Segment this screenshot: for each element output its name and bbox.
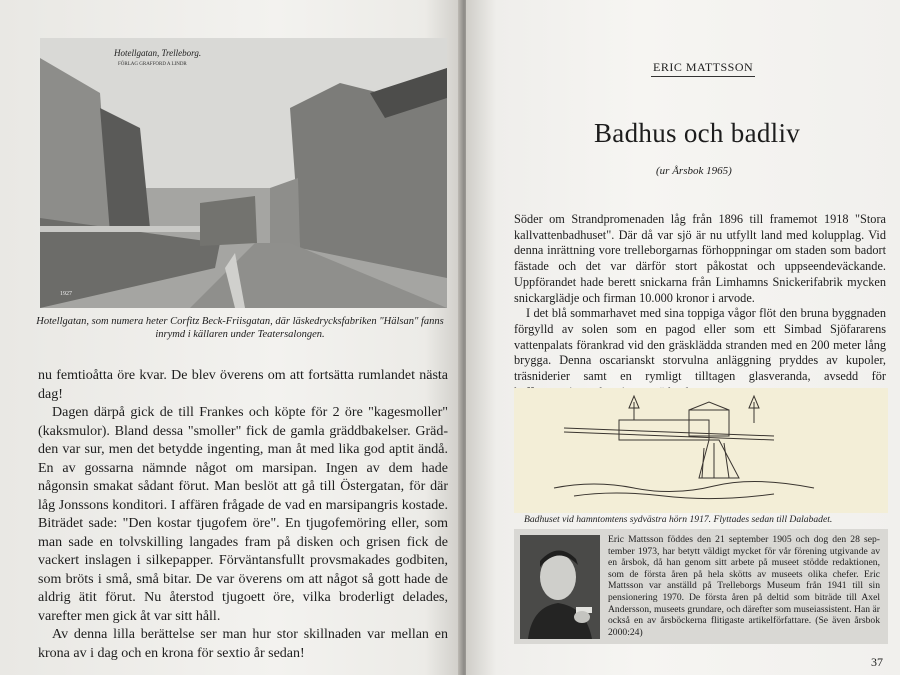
article-title: Badhus och badliv [594,118,801,148]
paragraph: I det blå sommarhavet med sina toppiga vågor flöt den bruna byggnaden förgylld av solen som en pagod eller som ett Simbad Sjöfararens vattenpalats förankrad vid den gräsklädda stranden med en 200 meter lång brygga. Denna oscarianskt storvulna anläggning pryddes av kupoler, träsniderier samt en rymligt tilltagen glasveranda, avsedd för [514,306,886,384]
paragraph: Dagen därpå gick de till Frankes och köpte för 2 öre "kagesmoller" (kaksmulor). Bland dessa "smoller" fick de gamla gräddbakelser. Grädden var sur, men det betydde ingenting, man åt med lika god aptit ändå. En av gossarna nämnde något om marsipan. Ingen av dem hade någonsin smakat sådant förut. Man beslöt att gå till Östergatan, för där låg Jonssons konditori. I affären frågade de vad en marsipangris kostade. Biträdet sade: "Den kostar tjugofem öre". En tjugofemöring eller, som man sade en tolvskilling langades fram på disken och grisen fick de vackert inslagen i silkepapper. Förväntansfullt provsmakades godbiten, som bröts i små, små bitar. De var överens om att något så gott hade de aldrig ätit förut. Nu återstod tjugoett öre, vilka broderligt delades, varefter men gick åt var sitt håll. [38,405,448,624]
article-subtitle: (ur Årsbok 1965) [656,165,732,177]
street-photo [40,38,447,308]
left-body-text [38,367,448,663]
right-page [466,0,900,675]
paragraph: Söder om Strandpromenaden låg från 1896 till framemot 1918 "Stora kallvattenbadhuset". Där då var sjö är nu utfyllt land med kolupplag. Vid denna inrättning vore trelleborgarnas förhoppningar om staden som badort fästade och det var därför stort påkostat och uppseendeväckande. Uppförandet hade berett snickarna från Limhamns Snickerifabrik mycken snickarglädje och firman 10.000 kronor i arvode. [514,212,886,305]
paragraph: Av denna lilla berättelse ser man hur stor skillnaden var mellan en krona av i dag och en krona för sextio år sedan! [38,627,448,661]
bathhouse-sketch [514,388,888,513]
author-bio-box [514,529,888,644]
author-portrait [520,535,600,639]
right-body-text [514,212,886,400]
author-bio-text: Eric Mattsson föddes den 21 september 1905 och dog den 28 september 1973, har betytt väldigt mycket för vår förening utgivande av en årsbok, då han genom sitt arbete på museet stödde redaktionen, som de första åren på hela skötts av museets olika chefer. Eric Mattsson var anställd på Trelleborgs Museum från 1941 till sin pensionering 1970. De första åren på deltid som biträde till Axel Andersson, museets grundare, och därefter som museiassistent. Han är också en av årsböckerna flitigaste artikelförfattare. (Se även årsbok 2000:24) [608,534,880,638]
paragraph: nu femtioåtta öre kvar. De blev överens om att fortsätta rumlandet nästa dag! [38,368,448,402]
sketch-caption: Badhuset vid hamntomtens sydvästra hörn 1917. Flyttades sedan till Dalabadet. [524,514,833,525]
postcard-title: Hotellgatan, Trelleborg. [114,48,202,58]
author-name: ERIC MATTSSON [651,60,755,77]
page-number: 37 [871,655,883,669]
postcard-publisher: FÖRLAG GRAFFORD A LINDR [118,62,187,67]
photo-caption: Hotellgatan, som numera heter Corfitz Beck-Friisgatan, där läskedrycksfabriken "Hälsan" fanns inrymd i källaren under Teatersalongen. [36,316,444,340]
photo-corner-number: 1927 [60,291,72,297]
